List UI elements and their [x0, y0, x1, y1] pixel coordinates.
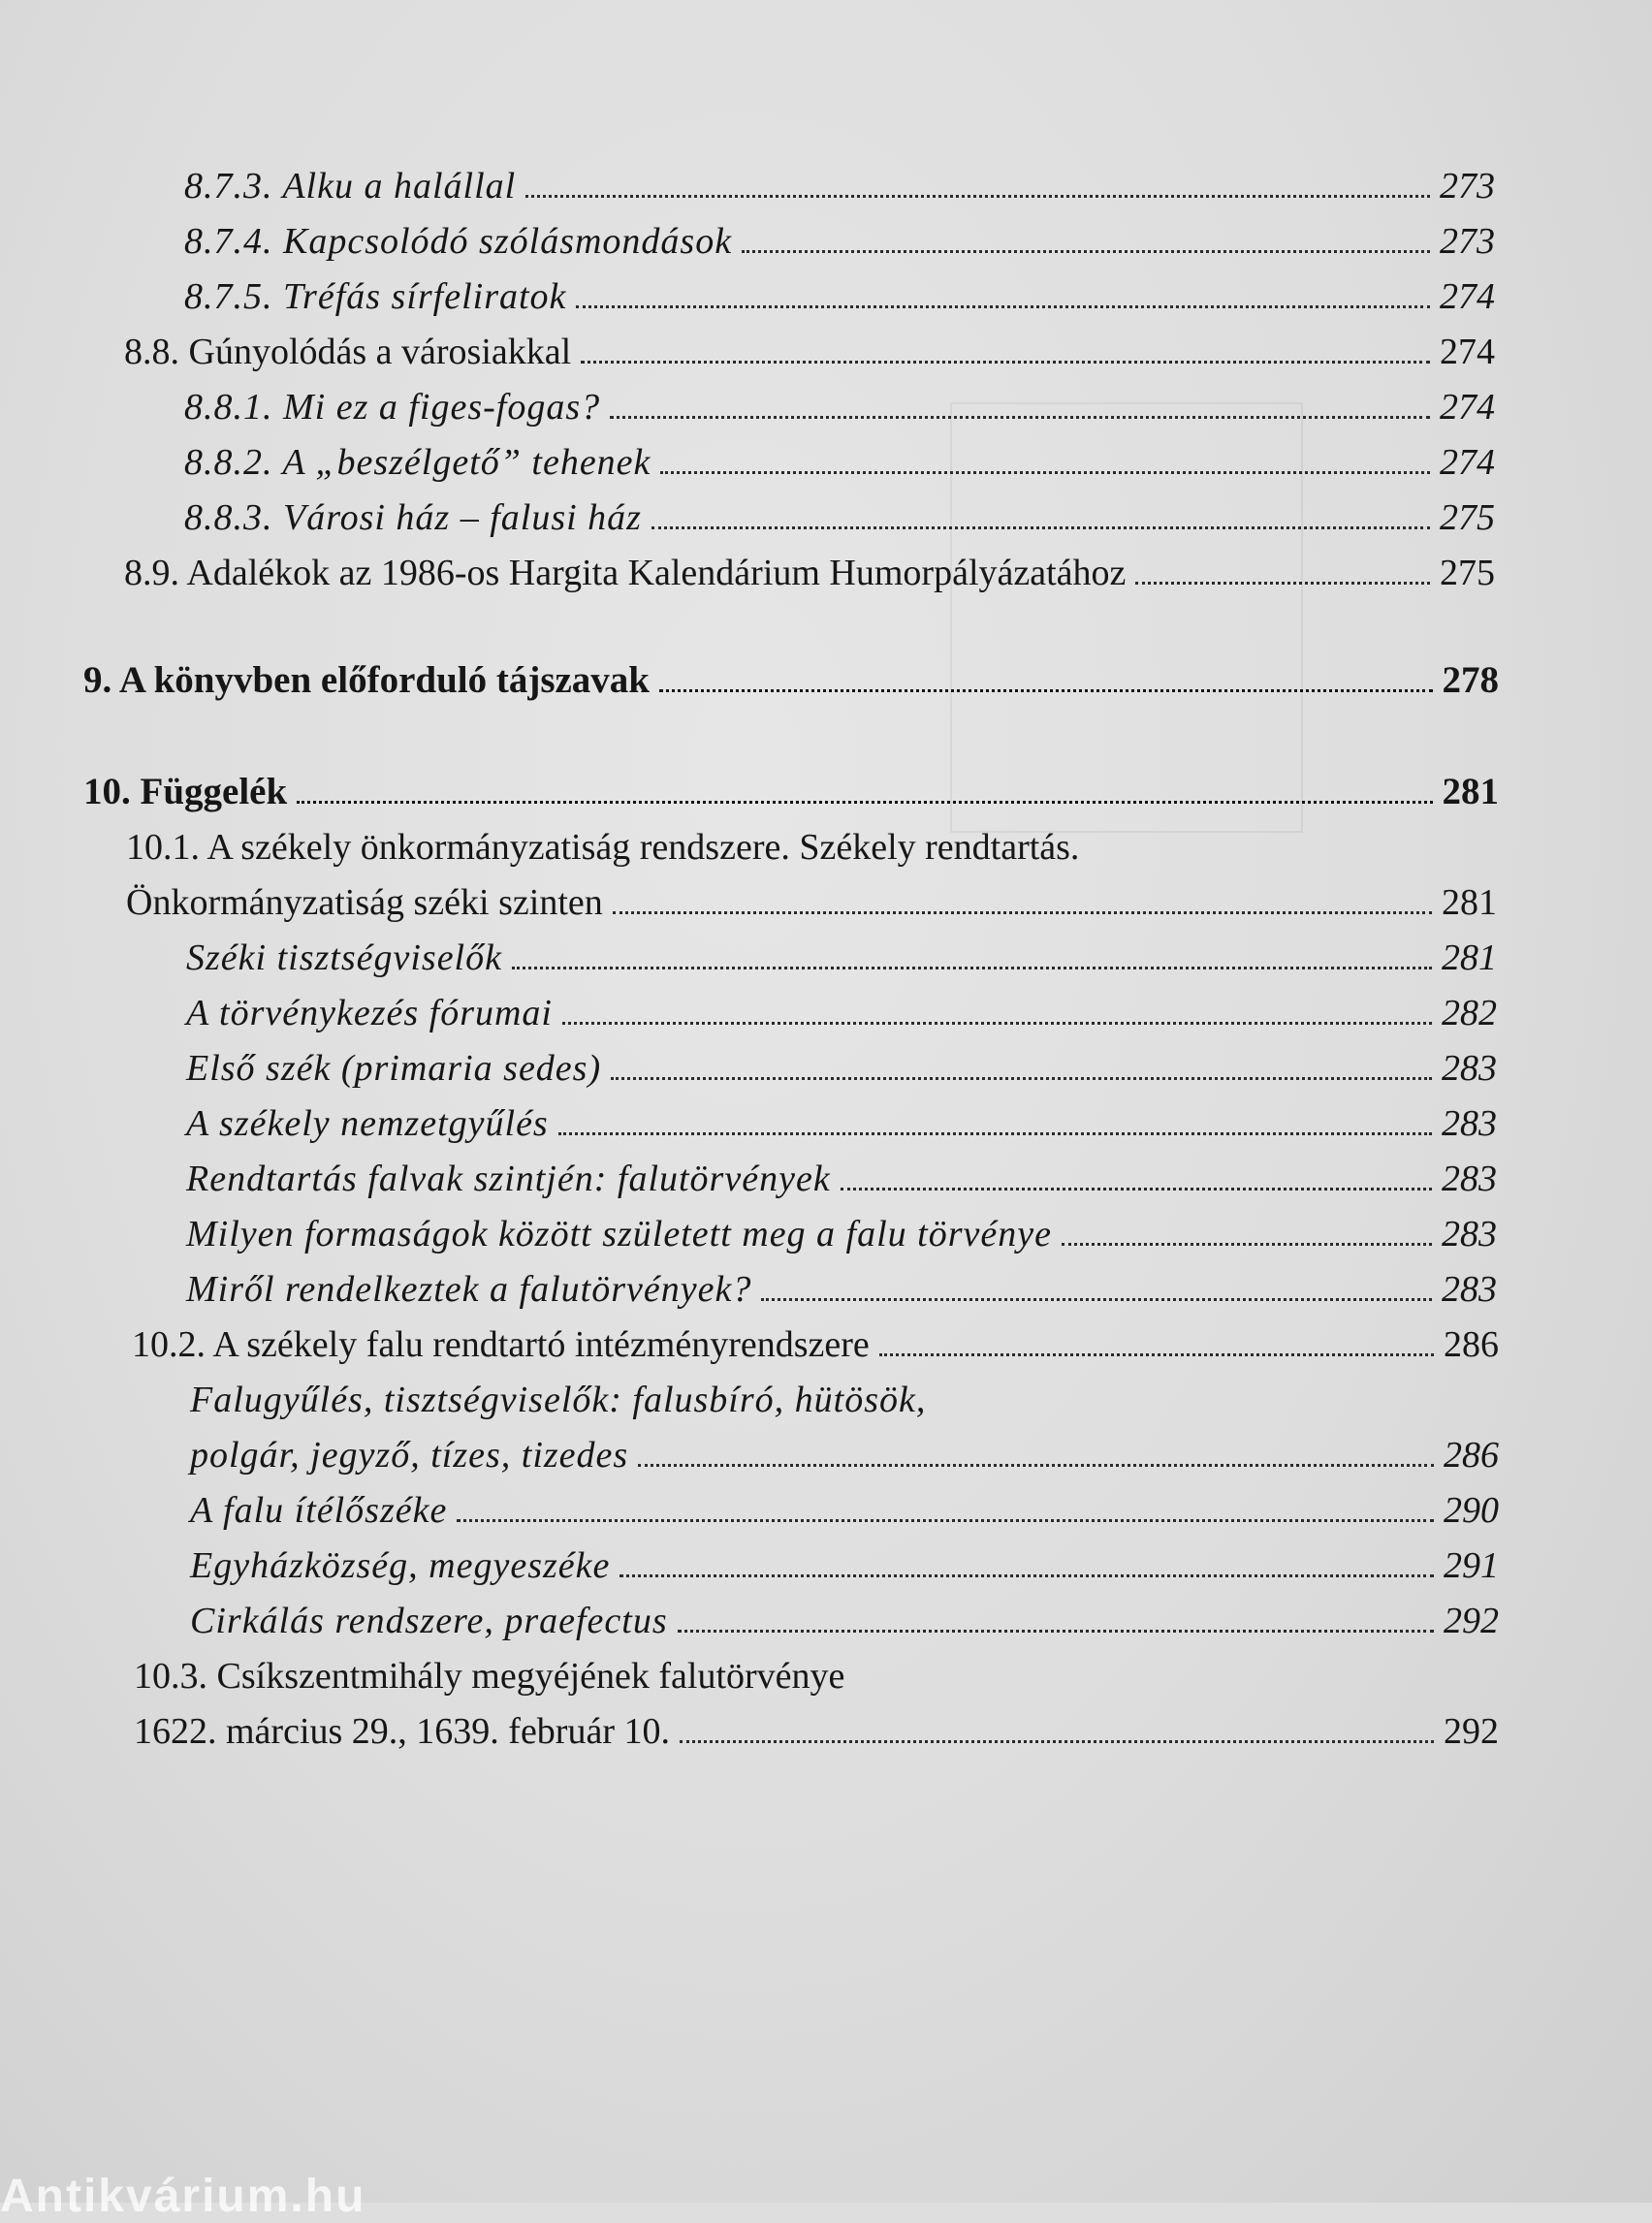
dot-leader: [613, 911, 1432, 914]
toc-entry[interactable]: [184, 494, 1495, 541]
dot-leader: [611, 1077, 1432, 1080]
toc-entry-title: Rendtartás falvak szintjén: falutörvények: [186, 1159, 831, 1199]
toc-entry-page: 274: [1440, 442, 1495, 483]
toc-entry-page: 275: [1440, 553, 1495, 593]
toc-entry[interactable]: [186, 990, 1497, 1036]
toc-section-heading: 10.3. Csíkszentmihály megyéjének falutörvénye: [134, 1656, 845, 1697]
toc-entry-title: 8.8. Gúnyolódás a városiakkal: [124, 332, 572, 372]
dot-leader: [841, 1188, 1432, 1191]
toc-entry-page: 283: [1442, 1103, 1497, 1144]
toc-entry[interactable]: [190, 1598, 1499, 1644]
dot-leader: [638, 1464, 1434, 1467]
toc-entry[interactable]: [186, 1045, 1497, 1092]
toc-entry-title: Miről rendelkeztek a falutörvények?: [186, 1269, 752, 1310]
toc-entry[interactable]: [190, 1432, 1499, 1478]
toc-entry-title: 8.9. Adalékok az 1986-os Hargita Kalendárium Humorpályázatához: [124, 553, 1127, 593]
toc-entry[interactable]: [184, 218, 1495, 265]
toc-entry[interactable]: [124, 329, 1495, 375]
toc-entry-page: 281: [1442, 937, 1497, 978]
toc-entry[interactable]: [184, 163, 1495, 209]
toc-entry[interactable]: [186, 1211, 1497, 1257]
toc-entry[interactable]: [134, 1708, 1499, 1755]
toc-entry-page: 273: [1440, 166, 1495, 206]
dot-leader: [659, 689, 1433, 692]
toc-entry-page: 283: [1442, 1159, 1497, 1199]
toc-entry-title: 8.7.3. Alku a halállal: [184, 166, 517, 206]
toc-entry-title: 8.8.1. Mi ez a figes-fogas?: [184, 387, 601, 428]
toc-entry-title: A falu ítélőszéke: [190, 1490, 448, 1531]
toc-entry-title: Első szék (primaria sedes): [186, 1048, 602, 1089]
toc-entry-title: Széki tisztségviselők: [186, 937, 502, 978]
dot-leader: [610, 416, 1430, 419]
dot-leader: [761, 1298, 1432, 1301]
toc-entry-page: 278: [1442, 659, 1499, 701]
toc-entry-title: Egyházközség, megyeszéke: [190, 1545, 611, 1586]
toc-entry-page: 286: [1444, 1435, 1499, 1476]
toc-entry-page: 275: [1440, 497, 1495, 538]
toc-entry-page: 281: [1442, 771, 1499, 812]
toc-entry-page: 286: [1444, 1324, 1499, 1365]
toc-entry-title: 10.2. A székely falu rendtartó intézményrendszere: [132, 1324, 870, 1365]
toc-entry[interactable]: [184, 273, 1495, 320]
dot-leader: [660, 471, 1430, 474]
toc-entry[interactable]: [184, 384, 1495, 430]
toc-entry-page: 273: [1440, 221, 1495, 262]
toc-entry-page: 283: [1442, 1048, 1497, 1089]
toc-entry-title: A székely nemzetgyűlés: [186, 1103, 549, 1144]
dot-leader: [651, 526, 1430, 529]
dot-leader: [457, 1519, 1434, 1522]
toc-entry-title: Önkormányzatiság széki szinten: [126, 882, 603, 923]
dot-leader: [525, 195, 1430, 198]
dot-leader: [742, 250, 1430, 253]
dot-leader: [558, 1132, 1432, 1135]
toc-entry-page: 283: [1442, 1269, 1497, 1310]
dot-leader: [581, 361, 1430, 364]
dot-leader: [512, 967, 1432, 969]
toc-section-heading: 10.1. A székely önkormányzatiság rendszere. Székely rendtartás.: [126, 827, 1080, 868]
watermark-logo: Antikvárium.hu: [0, 2171, 366, 2222]
toc-entry-title: 10. Függelék: [83, 771, 288, 812]
toc-entry[interactable]: [132, 1321, 1499, 1368]
toc-entry-page: 291: [1444, 1545, 1499, 1586]
toc-entry-title: 8.7.4. Kapcsolódó szólásmondások: [184, 221, 733, 262]
toc-entry-page: 274: [1440, 332, 1495, 372]
toc-entry-title: polgár, jegyző, tízes, tizedes: [190, 1435, 629, 1476]
dot-leader: [1135, 582, 1430, 585]
toc-entry-title: 8.7.5. Tréfás sírfeliratok: [184, 276, 567, 317]
toc-entry-page: 274: [1440, 276, 1495, 317]
toc-entry-page: 274: [1440, 387, 1495, 428]
toc-entry[interactable]: [126, 879, 1497, 926]
toc-entry[interactable]: [186, 935, 1497, 981]
toc-entry[interactable]: [186, 1156, 1497, 1202]
toc-entry-title: 9. A könyvben előforduló tájszavak: [83, 659, 650, 701]
toc-entry-title: 1622. március 29., 1639. február 10.: [134, 1711, 670, 1752]
dot-leader: [297, 801, 1432, 804]
toc-entry[interactable]: [190, 1542, 1499, 1589]
dot-leader: [620, 1574, 1434, 1577]
toc-entry-page: 290: [1444, 1490, 1499, 1531]
dot-leader: [1062, 1243, 1432, 1246]
toc-entry-title: 8.8.3. Városi ház – falusi ház: [184, 497, 642, 538]
toc-entry[interactable]: [184, 439, 1495, 486]
dot-leader: [680, 1740, 1434, 1743]
toc-entry[interactable]: [190, 1487, 1499, 1534]
toc-entry-page: 292: [1444, 1711, 1499, 1752]
toc-entry[interactable]: [186, 1266, 1497, 1313]
toc-entry[interactable]: [124, 550, 1495, 596]
toc-chapter-entry[interactable]: [83, 657, 1499, 704]
toc-entry-title: A törvénykezés fórumai: [186, 993, 553, 1033]
toc-entry-title: Milyen formaságok között született meg a falu törvénye: [186, 1214, 1052, 1254]
toc-entry-page: 281: [1442, 882, 1497, 923]
dot-leader: [576, 305, 1430, 308]
toc-entry-title: 8.8.2. A „beszélgető” tehenek: [184, 442, 651, 483]
dot-leader: [678, 1630, 1434, 1633]
toc-entry-page: 283: [1442, 1214, 1497, 1254]
toc-entry-page: 282: [1442, 993, 1497, 1033]
dot-leader: [879, 1353, 1434, 1356]
dot-leader: [562, 1022, 1432, 1025]
toc-chapter-entry[interactable]: [83, 769, 1499, 815]
toc-subsection-heading: Falugyűlés, tisztségviselők: falusbíró, hütösök,: [190, 1380, 927, 1420]
toc-entry[interactable]: [186, 1100, 1497, 1147]
toc-entry-page: 292: [1444, 1601, 1499, 1641]
toc-entry-title: Cirkálás rendszere, praefectus: [190, 1601, 668, 1641]
